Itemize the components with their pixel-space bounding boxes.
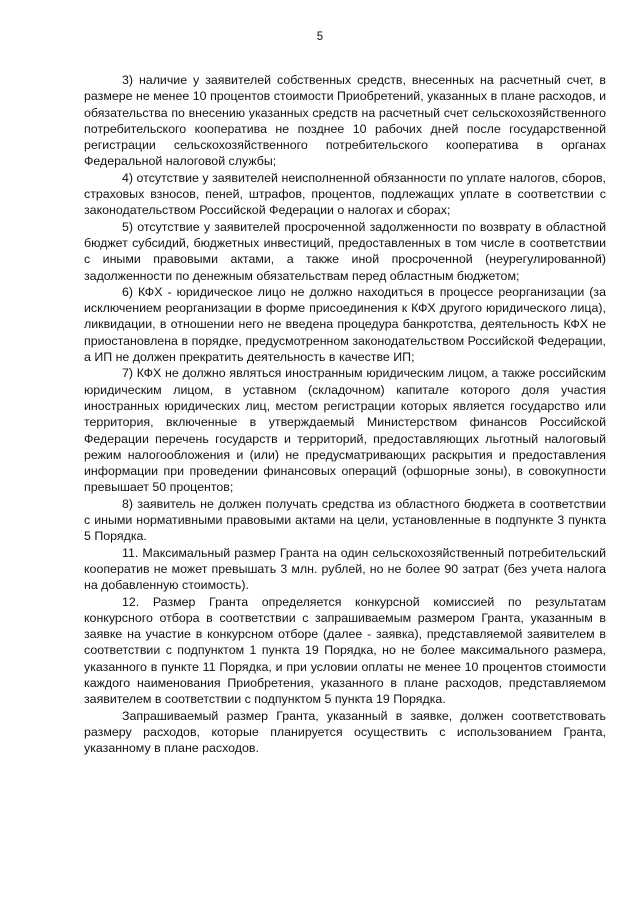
paragraph-point-11: 11. Максимальный размер Гранта на один сельскохозяйственный потребительский кооператив не может превышать 3 млн. рублей, но не более 90 затрат (без учета налога на добавленную стоимость). xyxy=(84,545,606,593)
document-body xyxy=(84,72,606,756)
paragraph-item-7: 7) КФХ не должно являться иностранным юридическим лицом, а также российским юридическим лицом, в уставном (складочном) капитале которого доля участия иностранных юридических лиц, местом регистрации которых является государство или территория, включенные в утверждаемый Министерством финансов Российской Федерации перечень государств и территорий, предоставляющих льготный налоговый режим налогообложения и (или) не предусматривающих раскрытия и предоставления информации при проведении финансовых операций (офшорные зоны), в совокупности превышает 50 процентов; xyxy=(84,366,606,495)
paragraph-item-5: 5) отсутствие у заявителей просроченной задолженности по возврату в областной бюджет субсидий, бюджетных инвестиций, предоставленных в том числе в соответствии с иными правовыми актами, а также иной просроченной (неурегулированной) задолженности по денежным обязательствам перед областным бюджетом; xyxy=(84,219,606,283)
paragraph-item-6: 6) КФХ - юридическое лицо не должно находиться в процессе реорганизации (за исключением реорганизации в форме присоединения к КФХ другого юридического лица), ликвидации, в отношении него не введена процедура банкротства, деятельность КФХ не приостановлена в порядке, предусмотренном законодательством Российской Федерации, а ИП не должен прекратить деятельность в качестве ИП; xyxy=(84,284,606,365)
paragraph-item-3: 3) наличие у заявителей собственных средств, внесенных на расчетный счет, в размере не менее 10 процентов стоимости Приобретений, указанных в плане расходов, и обязательства по внесению указанных средств на расчетный счет сельскохозяйственного потребительского кооператива не позднее 10 рабочих дней после государственной регистрации сельскохозяйственного потребительского кооператива в органах Федеральной налоговой службы; xyxy=(84,73,606,169)
page-number: 5 xyxy=(316,31,324,43)
paragraph-item-8: 8) заявитель не должен получать средства из областного бюджета в соответствии с иными нормативными правовыми актами на цели, установленные в подпункте 3 пункта 5 Порядка. xyxy=(84,496,606,544)
paragraph-point-12: 12. Размер Гранта определяется конкурсной комиссией по результатам конкурсного отбора в соответствии с запрашиваемым размером Гранта, указанным в заявке на участие в конкурсном отборе (далее - заявка), представляемой заявителем в соответствии с подпунктом 1 пункта 19 Порядка, но не более максимального размера, указанного в пункте 11 Порядка, и при условии оплаты не менее 10 процентов стоимости каждого наименования Приобретения, указанного в плане расходов, представляемом заявителем в соответствии с подпунктом 5 пункта 19 Порядка. xyxy=(84,594,606,707)
paragraph-requested-amount: Запрашиваемый размер Гранта, указанный в заявке, должен соответствовать размеру расходов, которые планируется осуществить с использованием Гранта, указанному в плане расходов. xyxy=(84,708,606,756)
paragraph-item-4: 4) отсутствие у заявителей неисполненной обязанности по уплате налогов, сборов, страховых взносов, пеней, штрафов, процентов, подлежащих уплате в соответствии с законодательством Российской Федерации о налогах и сборах; xyxy=(84,170,606,218)
